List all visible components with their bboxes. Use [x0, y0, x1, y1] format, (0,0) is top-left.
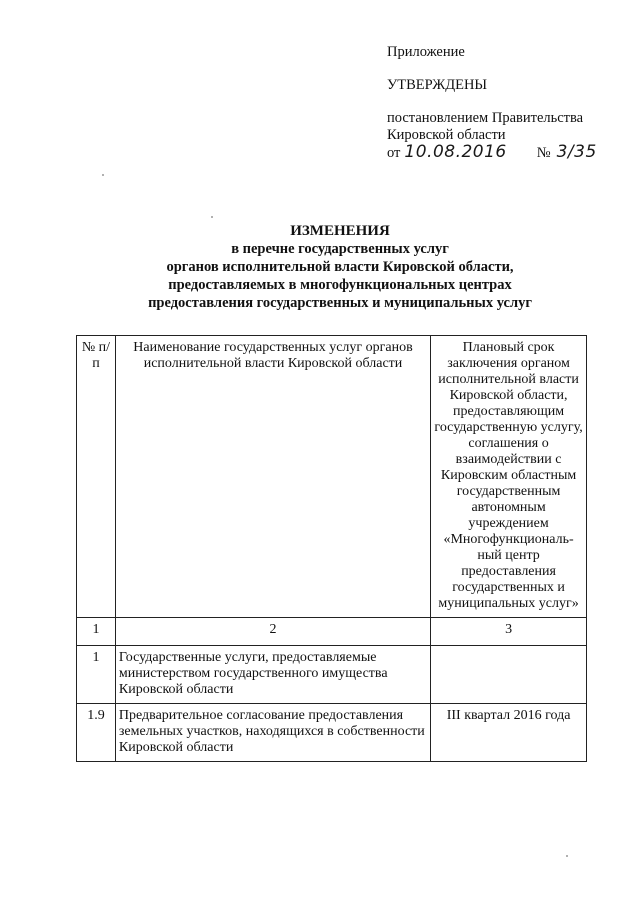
handwritten-number: 3/35 [556, 142, 597, 162]
row-deadline: III квартал 2016 года [431, 704, 587, 762]
scan-speck [211, 216, 213, 218]
date-prefix: от [387, 145, 401, 161]
scan-speck [102, 174, 104, 176]
appendix-label: Приложение [387, 44, 465, 60]
decree-date-number [387, 144, 627, 162]
header-name: Наименование государственных услуг органов исполнительной власти Кировской области [115, 336, 430, 618]
document-title [60, 222, 620, 312]
number-prefix: № [536, 145, 551, 161]
title-main: ИЗМЕНЕНИЯ [290, 223, 390, 239]
header-num: № п/п [77, 336, 116, 618]
scan-speck [566, 855, 568, 857]
row-name: Предварительное согласование предоставления земельных участков, находящихся в собственности Кировской области [115, 704, 430, 762]
index-cell-2: 2 [115, 618, 430, 646]
services-table [76, 335, 587, 762]
handwritten-date: 10.08.2016 [404, 142, 507, 162]
title-line-4: предоставления государственных и муниципальных услуг [148, 295, 532, 311]
row-num: 1.9 [77, 704, 116, 762]
table-row [77, 704, 587, 762]
header-deadline: Плановый срок заключения органом исполнительной власти Кировской области, предоставляющим государственную услугу, соглашения о взаимодействии с Кировским областным государственным автономным учреждением «Многофункциональ-ный центр предоставления государственных и муниципальных услуг» [431, 336, 587, 618]
index-cell-1: 1 [77, 618, 116, 646]
approved-label: УТВЕРЖДЕНЫ [387, 77, 488, 93]
table-row [77, 646, 587, 704]
index-cell-3: 3 [431, 618, 587, 646]
title-line-1: в перечне государственных услуг [231, 241, 449, 257]
table-header-row [77, 336, 587, 618]
title-line-3: предоставляемых в многофункциональных центрах [168, 277, 512, 293]
row-name: Государственные услуги, предоставляемые министерством государственного имущества Кировской области [115, 646, 430, 704]
title-line-2: органов исполнительной власти Кировской области, [166, 259, 514, 275]
row-deadline [431, 646, 587, 704]
decree-number [537, 144, 597, 162]
decree-line-2: Кировской области [387, 127, 506, 143]
decree-line-1: постановлением Правительства [387, 110, 584, 126]
approval-block [387, 44, 627, 162]
row-num: 1 [77, 646, 116, 704]
table-index-row [77, 618, 587, 646]
